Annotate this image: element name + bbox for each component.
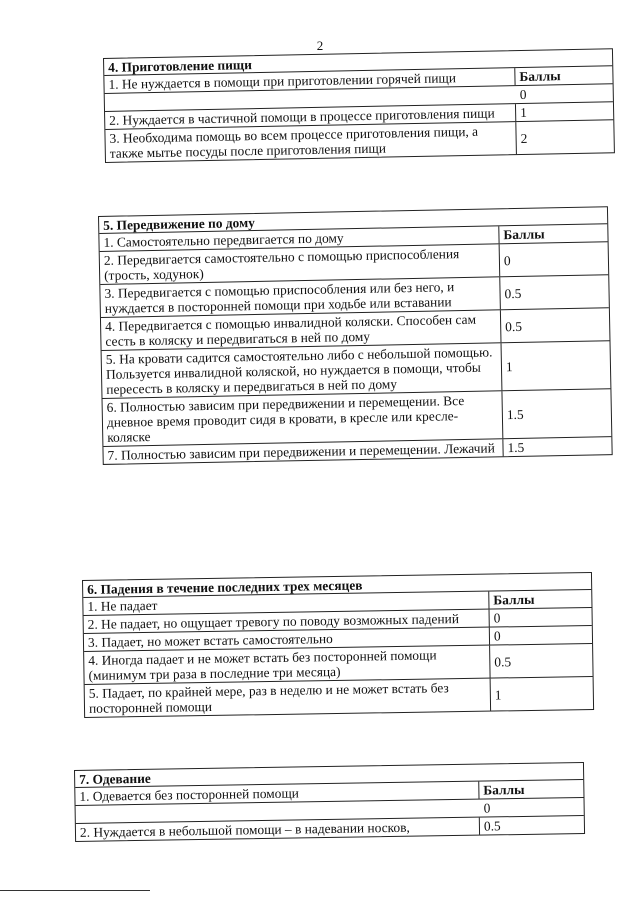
criterion-cell: 2. Нуждается в частичной помощи в процессе приготовления пищи <box>105 104 516 129</box>
table-title: 5. Передвижение по дому <box>99 207 607 234</box>
criterion-cell: 1. Одевается без посторонней помощи <box>75 782 479 805</box>
table-row <box>85 677 593 717</box>
score-header: Баллы <box>493 591 535 608</box>
score-cell: 0.5 <box>483 818 501 834</box>
criterion-cell: 2. Нуждается в небольшой помощи – в надевании носков, <box>76 818 480 841</box>
score-cell: 0 <box>503 252 511 268</box>
score-header: Баллы <box>503 226 545 243</box>
score-cell: 0.5 <box>504 285 522 301</box>
criterion-cell: 5. На кровати садится самостоятельно либо с небольшой помощью. Пользуется инвалидной коляской, но нуждается в помощи, чтобы пересесть в коляску и передвигаться в ней по дому <box>102 343 503 398</box>
score-cell: 0.5 <box>494 653 512 670</box>
table-falls <box>82 572 594 718</box>
page-number: 2 <box>316 38 324 53</box>
table-mobility <box>98 206 613 465</box>
criterion-cell: 4. Передвигается с помощью инвалидной коляски. Способен сам сесть в коляску и передвигаться в ней по дому <box>101 310 502 350</box>
score-cell: 1.5 <box>507 439 525 456</box>
criterion-cell: 3. Передвигается с помощью приспособления или без него, и нуждается в посторонней помощи при ходьбе или вставании <box>100 277 501 317</box>
score-cell: 0 <box>519 86 527 103</box>
score-cell: 2 <box>520 130 528 146</box>
score-cell: 0 <box>483 800 491 816</box>
table-dressing <box>74 762 585 842</box>
criterion-cell: 1. Самостоятельно передвигается по дому <box>99 226 499 251</box>
criterion-cell: 2. Не падает, но ощущает тревогу по поводу возможных падений <box>84 610 490 633</box>
criterion-cell: 3. Необходима помощь во всем процессе приготовления пищи, а также мытье посуды после приготовления пищи <box>105 122 517 162</box>
score-cell: 1 <box>505 359 513 375</box>
score-cell: 0 <box>493 628 501 644</box>
criterion-cell: 1. Не нуждается в помощи при приготовлении горячей пищи <box>104 68 515 93</box>
score-header: Баллы <box>519 68 561 85</box>
score-cell: 1 <box>494 686 502 703</box>
criterion-cell: 2. Передвигается самостоятельно с помощью приспособления (трость, ходунок) <box>100 244 501 284</box>
criterion-cell: 7. Полностью зависим при передвижении и перемещении. Лежачий <box>103 439 503 464</box>
table-title: 7. Одевание <box>75 763 583 788</box>
criterion-cell: 5. Падает, по крайней мере, раз в неделю и не может встать без посторонней помощи <box>85 679 491 717</box>
criterion-cell: 1. Не падает <box>83 592 489 615</box>
score-cell: 1 <box>519 104 527 121</box>
criterion-cell: 6. Полностью зависим при передвижении и перемещении. Все дневное время проводит сидя в кровати, в кресле или кресле-коляске <box>103 391 504 446</box>
score-header: Баллы <box>483 781 525 798</box>
criterion-cell: 4. Иногда падает и не может встать без посторонней помощи (минимум три раза в последние три месяца) <box>84 646 490 684</box>
table-cooking <box>103 48 615 163</box>
score-cell: 0.5 <box>505 318 523 334</box>
table-title: 4. Приготовление пищи <box>104 49 612 76</box>
criterion-cell: 3. Падает, но может встать самостоятельно <box>84 628 490 651</box>
table-title: 6. Падения в течение последних трех месяцев <box>83 573 591 598</box>
score-cell: 1.5 <box>506 406 524 423</box>
footnote-divider <box>0 890 150 891</box>
score-cell: 0 <box>493 610 501 626</box>
